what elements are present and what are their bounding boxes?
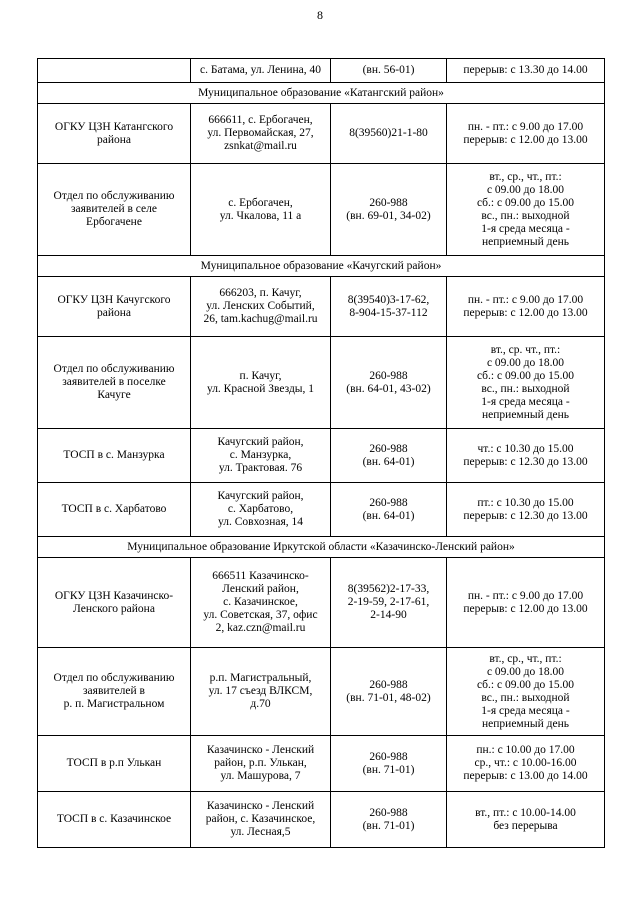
office-phone-cell: (вн. 56-01) xyxy=(331,59,447,83)
office-name-cell: Отдел по обслуживанию заявителей в р. п. Магистральном xyxy=(38,648,191,736)
office-address-cell: с. Ербогачен, ул. Чкалова, 11 а xyxy=(191,164,331,256)
office-phone-cell: 260-988 (вн. 64-01, 43-02) xyxy=(331,337,447,429)
section-title: Муниципальное образование «Качугский район» xyxy=(38,256,605,277)
office-hours-cell: пн. - пт.: с 9.00 до 17.00 перерыв: с 12.00 до 13.00 xyxy=(447,277,605,337)
office-address-cell: Казачинско - Ленский район, р.п. Улькан, ул. Машурова, 7 xyxy=(191,736,331,792)
service-offices-table xyxy=(37,58,605,848)
office-name-cell: ОГКУ ЦЗН Казачинско- Ленского района xyxy=(38,558,191,648)
office-hours-cell: пн. - пт.: с 9.00 до 17.00 перерыв: с 12.00 до 13.00 xyxy=(447,104,605,164)
table-row xyxy=(38,59,605,83)
office-phone-cell: 260-988 (вн. 69-01, 34-02) xyxy=(331,164,447,256)
section-title: Муниципальное образование Иркутской области «Казачинско-Ленский район» xyxy=(38,537,605,558)
office-name-cell: ОГКУ ЦЗН Катангского района xyxy=(38,104,191,164)
office-address-cell: Казачинско - Ленский район, с. Казачинское, ул. Лесная,5 xyxy=(191,792,331,848)
office-phone-cell: 260-988 (вн. 71-01) xyxy=(331,792,447,848)
office-name-cell: ТОСП в с. Манзурка xyxy=(38,429,191,483)
office-hours-cell: вт., ср. чт., пт.: с 09.00 до 18.00 сб.: с 09.00 до 15.00 вс., пн.: выходной 1-я среда месяца - неприемный день xyxy=(447,337,605,429)
office-hours-cell: перерыв: с 13.30 до 14.00 xyxy=(447,59,605,83)
table-row xyxy=(38,648,605,736)
office-address-cell: с. Батама, ул. Ленина, 40 xyxy=(191,59,331,83)
office-hours-cell: пт.: с 10.30 до 15.00 перерыв: с 12.30 до 13.00 xyxy=(447,483,605,537)
office-address-cell: 666203, п. Качуг, ул. Ленских Событий, 26, tam.kachug@mail.ru xyxy=(191,277,331,337)
section-title: Муниципальное образование «Катангский район» xyxy=(38,83,605,104)
table-row xyxy=(38,337,605,429)
office-hours-cell: чт.: с 10.30 до 15.00 перерыв: с 12.30 до 13.00 xyxy=(447,429,605,483)
office-phone-cell: 260-988 (вн. 71-01, 48-02) xyxy=(331,648,447,736)
office-name-cell: ТОСП в с. Казачинское xyxy=(38,792,191,848)
office-hours-cell: пн. - пт.: с 9.00 до 17.00 перерыв: с 12.00 до 13.00 xyxy=(447,558,605,648)
table-row xyxy=(38,558,605,648)
office-phone-cell: 260-988 (вн. 64-01) xyxy=(331,429,447,483)
page-number: 8 xyxy=(317,8,323,22)
office-phone-cell: 260-988 (вн. 64-01) xyxy=(331,483,447,537)
office-name-cell: Отдел по обслуживанию заявителей в селе Ербогачене xyxy=(38,164,191,256)
table-row xyxy=(38,277,605,337)
table-row xyxy=(38,104,605,164)
office-address-cell: Качугский район, с. Манзурка, ул. Трактовая. 76 xyxy=(191,429,331,483)
office-hours-cell: пн.: с 10.00 до 17.00 ср., чт.: с 10.00-16.00 перерыв: с 13.00 до 14.00 xyxy=(447,736,605,792)
office-address-cell: р.п. Магистральный, ул. 17 съезд ВЛКСМ, д.70 xyxy=(191,648,331,736)
table-body xyxy=(38,59,605,848)
section-header-row xyxy=(38,537,605,558)
table-row xyxy=(38,483,605,537)
office-address-cell: п. Качуг, ул. Красной Звезды, 1 xyxy=(191,337,331,429)
office-phone-cell: 260-988 (вн. 71-01) xyxy=(331,736,447,792)
office-phone-cell: 8(39560)21-1-80 xyxy=(331,104,447,164)
office-address-cell: Качугский район, с. Харбатово, ул. Совхозная, 14 xyxy=(191,483,331,537)
office-name-cell: Отдел по обслуживанию заявителей в поселке Качуге xyxy=(38,337,191,429)
office-name-cell xyxy=(38,59,191,83)
office-hours-cell: вт., ср., чт., пт.: с 09.00 до 18.00 сб.: с 09.00 до 15.00 вс., пн.: выходной 1-я среда месяца - неприемный день xyxy=(447,164,605,256)
office-address-cell: 666511 Казачинско- Ленский район, с. Казачинское, ул. Советская, 37, офис 2, kaz.czn@mail.ru xyxy=(191,558,331,648)
office-phone-cell: 8(39540)3-17-62, 8-904-15-37-112 xyxy=(331,277,447,337)
office-hours-cell: вт., ср., чт., пт.: с 09.00 до 18.00 сб.: с 09.00 до 15.00 вс., пн.: выходной 1-я среда месяца - неприемный день xyxy=(447,648,605,736)
office-phone-cell: 8(39562)2-17-33, 2-19-59, 2-17-61, 2-14-90 xyxy=(331,558,447,648)
table-row xyxy=(38,736,605,792)
table-row xyxy=(38,429,605,483)
section-header-row xyxy=(38,83,605,104)
table-row xyxy=(38,792,605,848)
office-name-cell: ОГКУ ЦЗН Качугского района xyxy=(38,277,191,337)
table-row xyxy=(38,164,605,256)
office-address-cell: 666611, с. Ербогачен, ул. Первомайская, 27, zsnkat@mail.ru xyxy=(191,104,331,164)
section-header-row xyxy=(38,256,605,277)
office-name-cell: ТОСП в р.п Улькан xyxy=(38,736,191,792)
office-hours-cell: вт., пт.: с 10.00-14.00 без перерыва xyxy=(447,792,605,848)
office-name-cell: ТОСП в с. Харбатово xyxy=(38,483,191,537)
